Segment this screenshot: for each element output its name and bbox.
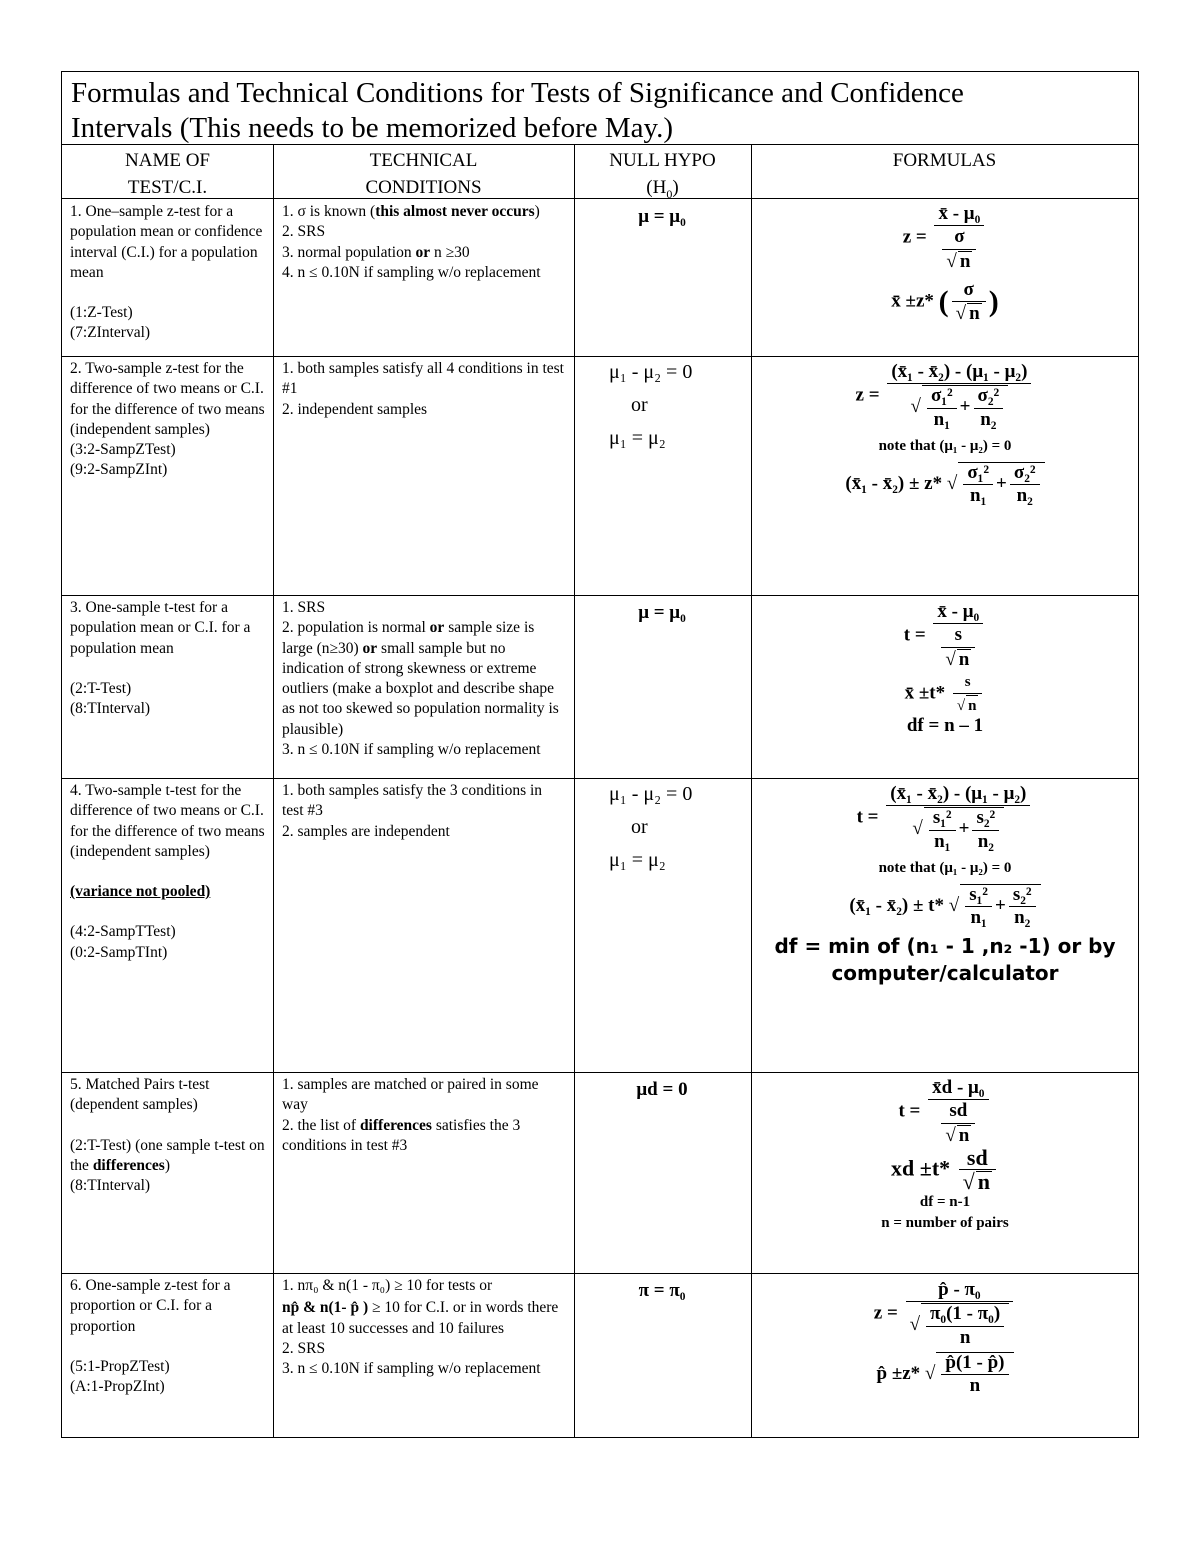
formula-lhs: t = [856,806,879,828]
note: note that (μ₁ - μ₂) = 0 [878,859,1012,876]
calculator-interval: (0:2-SampTInt) [70,943,168,961]
numerator: x̄d - μ₀ [928,1078,988,1100]
radicand [921,1303,1009,1348]
denominator: n [969,1375,981,1397]
row6-null-cell [574,1274,750,1307]
test-name: 1. One–sample z-test for a population mean or confidence interval (C.I.) for a population mean [70,203,263,281]
numerator: s₂² [972,808,999,830]
condition-1: 1. both samples satisfy the 3 conditions in test #3 [282,782,543,820]
fraction [974,386,1004,430]
row4-conditions-cell [282,781,567,842]
denominator: n₂ [977,830,994,852]
formula-lhs: t = [898,1100,921,1122]
formula-lhs: p̂ ±z* [876,1363,921,1385]
numerator: σ₁² [963,463,993,485]
numerator: σ [942,227,976,249]
calculator-test: (1:Z-Test) [70,304,133,322]
row2-conditions-cell [282,359,567,420]
denominator: √ n [945,1124,970,1146]
fraction [972,808,999,852]
numerator: s₂² [1009,885,1036,907]
null-hypothesis: μ = μ₀ [638,602,686,623]
cond-text: 3. normal population [282,243,416,261]
plus-sign: + [958,818,970,840]
row6-conditions-cell [282,1276,567,1379]
calculator-test: (5:1-PropZTest) [70,1357,170,1375]
fraction [959,1144,996,1195]
null-hypothesis: π = π₀ [638,1280,686,1301]
fraction [953,672,983,717]
denominator: n₂ [980,408,997,430]
denominator: n [959,1326,971,1348]
note: note that (μ₁ - μ₂) = 0 [878,437,1012,454]
row1-conditions-cell [282,202,567,283]
z-interval-formula: x̄ ±z* ( $\frac{\sigma}{√ n}$ ) [891,278,999,325]
numerator: π₀(1 - π₀) [926,1304,1004,1326]
fraction [941,625,975,670]
calculator-interval: (9:2-SampZInt) [70,461,168,479]
header-cond-line1: TECHNICAL [369,150,478,171]
condition-3 [282,243,567,263]
calculator-test: (3:2-SampZTest) [70,441,176,459]
proportion-z-formula [752,1280,1138,1348]
condition-1 [282,202,567,222]
t-statistic-formula [752,602,1138,670]
calc-emphasis: differences [92,1156,165,1174]
condition-2: 2. SRS [282,223,326,241]
null-hypothesis: μ₁ - μ₂ = 0 [609,783,693,805]
radicand: n [959,250,971,272]
fraction [887,362,1031,430]
radicand: n [977,1169,990,1195]
fraction [1010,463,1040,507]
plus-sign: + [996,473,1007,495]
fraction [933,602,983,670]
fraction [963,463,993,507]
title-line-1: Formulas and Technical Conditions for Tests of Significance and Confidence [71,77,964,109]
formula-lhs: (x̄₁ - x̄₂) ± z* [845,473,943,495]
cond-text: small sample but no indication of strong skewness or extreme outliers (make a boxplot and describe shape as not too skewed so population normality is plausible) [282,639,559,738]
test-name: 5. Matched Pairs t-test (dependent samples) [70,1076,210,1114]
numerator: s [941,625,975,647]
cond-text: sample size is large (n≥30) [282,619,535,657]
row5-name-cell [70,1075,266,1196]
fraction [965,885,992,929]
header-formulas [751,145,1138,199]
denominator: √ n [946,250,971,272]
row1-formula-cell [752,204,1138,324]
cond-emphasis: or [362,639,378,657]
header-null-h: (H [646,177,667,198]
test-name: 6. One-sample z-test for a proportion or C.I. for a proportion [70,1277,231,1335]
row2-null-cell [574,356,750,455]
calculator-test [70,1136,266,1177]
null-hypothesis: μ = μ₀ [638,206,686,227]
radicand [922,385,1008,430]
row3-formula-cell [752,602,1138,737]
z-statistic-formula [752,204,1138,272]
denominator [933,624,983,670]
numerator: σ [952,280,986,302]
denominator: √ $\frac{\text{σ₁²}}{\text{n₁}}$ + $\frac{\text{σ₂²}}{\text{n₂}}$ [887,384,1031,430]
t-interval-formula [752,672,1138,717]
row2-name-cell [70,359,266,481]
row5-null-cell [574,1073,750,1106]
formula-lhs: z = [873,1302,898,1324]
denominator: n₁ [970,485,987,507]
two-sample-t-formula [752,784,1138,852]
header-name-line2: TEST/C.I. [127,177,208,198]
radicand [958,462,1044,507]
denominator [934,226,984,272]
fraction [934,204,984,272]
paired-t-interval [752,1144,1138,1195]
radicand: n [958,1124,970,1146]
two-sample-z-interval: (x̄₁ - x̄₂) ± z* √ $\frac{\text{σ₁²}}{\text{n₁}}$ + $\frac{\text{σ₂²}}{\text{n₂}}$ [752,462,1138,507]
title-line-2: Intervals (This needs to be memorized before May.) [71,112,674,144]
row4-formula-cell [752,784,1138,987]
fraction [927,386,957,430]
row1-null-cell [574,200,750,233]
denominator: √ $\frac{\text{s₁²}}{\text{n₁}}$ + $\frac{\text{s₂²}}{\text{n₂}}$ [886,806,1030,852]
row5-conditions-cell [282,1075,567,1156]
calculator-interval: (A:1-PropZInt) [70,1378,165,1396]
cond-emphasis: or [415,243,431,261]
fraction [1009,885,1036,929]
cond-text: 2. the list of [282,1116,360,1134]
row4-null-cell [574,778,750,877]
two-sample-z-formula [752,362,1138,430]
formula-lhs: x̄ ±z* [891,290,934,312]
radicand [924,807,1004,852]
cond-emphasis: this almost never occurs [375,203,535,220]
condition-4: 4. n ≤ 0.10N if sampling w/o replacement [282,263,541,281]
calculator-interval: (8:TInterval) [70,700,151,718]
null-or: or [631,394,648,416]
denominator: n₁ [970,907,987,929]
formula-lhs: xd ±t* [891,1155,951,1181]
denominator: n₁ [933,408,950,430]
cond-text: ≥ 10 for C.I. or in words there at least 10 successes and 10 failures [282,1299,559,1337]
radicand: n [958,648,970,670]
radicand [960,884,1040,929]
degrees-of-freedom: df = n-1 [919,1194,971,1211]
fraction [926,1304,1004,1348]
denominator: √ n [945,648,970,670]
proportion-z-interval: p̂ ±z* √ $\frac{p̂(1 - p̂)}{n}$ [752,1352,1138,1397]
condition-3: 3. n ≤ 0.10N if sampling w/o replacement [282,741,541,759]
plus-sign: + [995,895,1006,917]
degrees-of-freedom: df = n – 1 [906,715,984,737]
numerator: p̂(1 - p̂) [941,1353,1008,1375]
denominator: √ n [953,694,983,716]
condition-2: 2. samples are independent [282,822,450,840]
fraction [952,280,986,325]
numerator: x̄ - μ₀ [934,204,984,226]
condition-2: 2. independent samples [282,400,428,418]
fraction [942,227,976,272]
fraction [928,1078,988,1146]
row2-formula-cell [752,362,1138,507]
header-null-hypothesis [574,145,751,199]
denominator: √ n [955,303,980,325]
row6-name-cell [70,1276,266,1397]
formula-lhs: (x̄₁ - x̄₂) ± t* [849,895,945,917]
numerator: σ₁² [927,386,957,408]
denominator: √ n [962,1169,990,1195]
condition-1: 1. samples are matched or paired in some way [282,1076,539,1114]
header-null-line2: $(H_0)$ [646,177,679,201]
plus-sign: + [959,396,971,418]
cond-emphasis: differences [359,1116,432,1134]
numerator: x̄ - μ₀ [933,602,983,624]
header-name-line1: NAME OF [125,150,210,171]
row3-conditions-cell [282,598,567,760]
test-name: 3. One-sample t-test for a population mean or C.I. for a population mean [70,599,251,657]
degrees-of-freedom: df = min of (n₁ - 1 ,n₂ -1) or by [774,933,1116,958]
denominator: n₁ [934,830,951,852]
cond-text: 1. σ is known ( [282,203,376,220]
condition-2 [282,618,567,740]
cond-emphasis: or [429,619,445,637]
cond-text: ) [534,203,540,220]
cond-emphasis: np̂ & n(1- p̂ ) [282,1299,369,1317]
row4-name-cell [70,781,266,963]
formula-lhs: x̄ ±t* [904,682,946,704]
numerator: s₁² [929,808,956,830]
row5-formula-cell [752,1078,1138,1233]
formula-lhs: t = [903,624,926,646]
header-formulas-text: FORMULAS [892,150,997,171]
fraction [941,1101,975,1146]
header-null-line1: NULL HYPO [609,150,716,171]
fraction [941,1353,1008,1397]
column-divider [273,145,274,1437]
row6-formula-cell [752,1280,1138,1396]
denominator: √ $\frac{\text{π₀(1 - π₀)}}{n}$ [906,1302,1014,1348]
radicand [936,1352,1013,1397]
condition-1-ci [282,1298,567,1339]
test-name: 2. Two-sample z-test for the difference of two means or C.I. for the difference of two means (independent samples) [70,360,265,438]
radicand: n [969,303,980,325]
numerator: σ₂² [1010,463,1040,485]
calculator-interval: (8:TInterval) [70,1177,151,1195]
cond-text: n ≥30 [430,243,470,261]
cond-text: satisfies the 3 conditions in test #3 [282,1116,521,1154]
denominator [928,1100,988,1146]
pairs-note: n = number of pairs [881,1214,1009,1231]
calc-text: ) [164,1156,171,1174]
numerator: s [953,672,983,694]
numerator: σ₂² [974,386,1004,408]
cond-text: 2. population is normal [282,619,430,637]
calculator-interval: (7:ZInterval) [70,324,151,342]
condition-2 [282,1116,567,1157]
page-title [62,72,1138,145]
null-hypothesis-alt: μ₁ = μ₂ [609,427,666,449]
condition-3: 3. n ≤ 0.10N if sampling w/o replacement [282,1360,541,1378]
fraction [886,784,1030,852]
formula-lhs: z = [902,226,927,248]
header-cond-line2: CONDITIONS [365,177,482,198]
denominator: n₂ [1016,485,1033,507]
formula-lhs: z = [855,384,880,406]
header-conditions [273,145,574,199]
null-hypothesis: μ₁ - μ₂ = 0 [609,361,693,383]
calc-text: (2:T-Test) (one sample t-test on the [70,1136,265,1174]
null-hypothesis-alt: μ₁ = μ₂ [609,849,666,871]
null-or: or [631,816,648,838]
test-name: 4. Two-sample t-test for the difference of two means or C.I. for the difference of two means (independent samples) [70,782,265,860]
numerator: sd [941,1101,975,1123]
two-sample-t-interval: (x̄₁ - x̄₂) ± t* √ $\frac{\text{s₁²}}{\text{n₁}}$ + $\frac{\text{s₂²}}{\text{n₂}}$ [752,884,1138,929]
numerator: (x̄₁ - x̄₂) - (μ₁ - μ₂) [887,362,1031,384]
numerator: (x̄₁ - x̄₂) - (μ₁ - μ₂) [886,784,1030,806]
null-hypothesis: μd = 0 [636,1079,688,1100]
row3-name-cell [70,598,266,719]
denominator: n₂ [1014,907,1031,929]
condition-1: 1. SRS [282,599,326,616]
condition-1: 1. nπ₀ & n(1 - π₀) ≥ 10 for tests or [282,1277,493,1294]
fraction [929,808,956,852]
variance-note: (variance not pooled) [70,883,211,901]
paired-t-formula [752,1078,1138,1146]
row1-name-cell [70,202,266,344]
formula-table [61,71,1139,1438]
numerator: s₁² [965,885,992,907]
radicand: n [966,695,978,716]
degrees-of-freedom-cont: computer/calculator [831,960,1059,985]
fraction [906,1280,1014,1348]
header-name [62,145,273,199]
condition-2: 2. SRS [282,1339,326,1357]
calculator-test: (4:2-SampTTest) [70,923,176,941]
numerator: sd [959,1148,996,1170]
row3-null-cell [574,596,750,629]
calculator-test: (2:T-Test) [70,679,132,697]
numerator: p̂ - π₀ [906,1280,1014,1302]
condition-1: 1. both samples satisfy all 4 conditions in test #1 [282,360,564,398]
